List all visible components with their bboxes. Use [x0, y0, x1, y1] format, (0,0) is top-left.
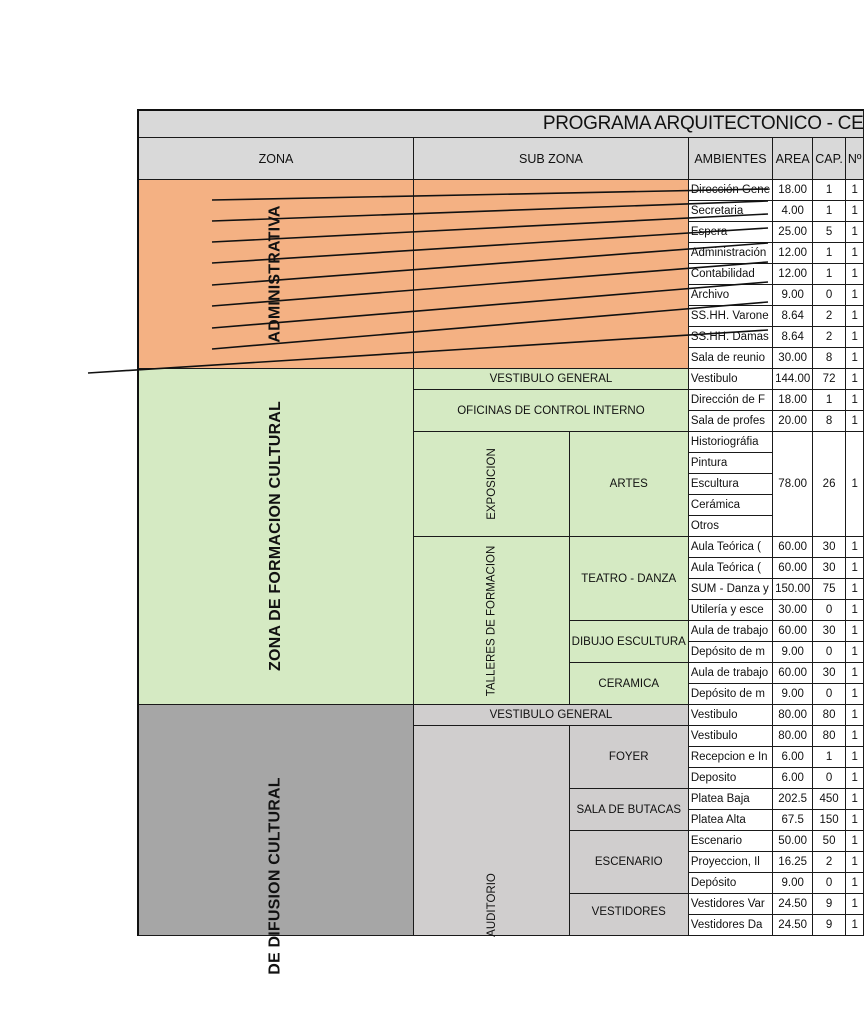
num-cell: 1 — [845, 306, 864, 327]
num-cell: 1 — [845, 285, 864, 306]
cap-cell: 5 — [813, 222, 846, 243]
num-cell: 1 — [845, 642, 864, 663]
subzone-artes: ARTES — [569, 432, 688, 537]
ambiente-cell: Vestibulo — [688, 705, 772, 726]
cap-cell: 0 — [813, 642, 846, 663]
num-cell: 1 — [845, 558, 864, 579]
ambiente-cell: Aula de trabajo — [688, 663, 772, 684]
ambiente-cell: Archivo — [688, 285, 772, 306]
ambiente-cell: Deposito — [688, 768, 772, 789]
cap-cell: 8 — [813, 411, 846, 432]
subzone-ceramica: CERAMICA — [569, 663, 688, 705]
num-cell: 1 — [845, 432, 864, 537]
area-cell: 9.00 — [773, 873, 813, 894]
ambiente-cell: Vestidores Var — [688, 894, 772, 915]
num-cell: 1 — [845, 621, 864, 642]
ambiente-cell: Aula Teórica ( — [688, 558, 772, 579]
num-cell: 1 — [845, 201, 864, 222]
subzone-dibujo-escultura: DIBUJO ESCULTURA — [569, 621, 688, 663]
header-cap: CAP. — [813, 138, 846, 180]
subzone-escenario: ESCENARIO — [569, 831, 688, 894]
ambiente-cell: Vestibulo — [688, 726, 772, 747]
num-cell: 1 — [845, 768, 864, 789]
num-cell: 1 — [845, 915, 864, 936]
num-cell: 1 — [845, 831, 864, 852]
area-cell: 60.00 — [773, 537, 813, 558]
ambiente-cell: Depósito de m — [688, 642, 772, 663]
cap-cell: 26 — [813, 432, 846, 537]
ambiente-cell: Recepcion e In — [688, 747, 772, 768]
num-cell: 1 — [845, 600, 864, 621]
ambiente-cell: Espera — [688, 222, 772, 243]
title-row — [138, 110, 864, 138]
header-zona: ZONA — [138, 138, 414, 180]
cap-cell: 30 — [813, 663, 846, 684]
num-cell: 1 — [845, 747, 864, 768]
ambiente-cell: Pintura — [688, 453, 772, 474]
area-cell: 150.00 — [773, 579, 813, 600]
cap-cell: 1 — [813, 747, 846, 768]
area-cell: 80.00 — [773, 705, 813, 726]
num-cell: 1 — [845, 264, 864, 285]
area-cell: 16.25 — [773, 852, 813, 873]
num-cell: 1 — [845, 705, 864, 726]
num-cell: 1 — [845, 726, 864, 747]
num-cell: 1 — [845, 243, 864, 264]
cap-cell: 1 — [813, 201, 846, 222]
zone-cell-formacion — [138, 369, 414, 705]
program-table — [137, 109, 864, 975]
header-ambientes: AMBIENTES — [688, 138, 772, 180]
ambiente-cell: Dirección de F — [688, 390, 772, 411]
cap-cell: 50 — [813, 831, 846, 852]
area-cell: 12.00 — [773, 243, 813, 264]
num-cell: 1 — [845, 873, 864, 894]
area-cell: 6.00 — [773, 768, 813, 789]
program-sheet — [137, 109, 864, 975]
table-row — [138, 180, 864, 201]
cap-cell: 2 — [813, 306, 846, 327]
zone-label-admin: ADMINISTRATIVA — [267, 204, 285, 343]
cap-cell: 0 — [813, 684, 846, 705]
ambiente-cell: Escultura — [688, 474, 772, 495]
cap-cell: 2 — [813, 327, 846, 348]
header-sub-zona: SUB ZONA — [414, 138, 689, 180]
subzone-exposicion — [414, 432, 570, 537]
cap-cell: 1 — [813, 264, 846, 285]
zone-label-formacion: ZONA DE FORMACION CULTURAL — [267, 400, 285, 672]
area-cell: 78.00 — [773, 432, 813, 537]
ambiente-cell: Vestibulo — [688, 369, 772, 390]
header-num: Nº — [845, 138, 864, 180]
area-cell: 9.00 — [773, 642, 813, 663]
area-cell: 8.64 — [773, 306, 813, 327]
ambiente-cell: Depósito — [688, 873, 772, 894]
num-cell: 1 — [845, 789, 864, 810]
num-cell: 1 — [845, 327, 864, 348]
area-cell: 18.00 — [773, 390, 813, 411]
subzone-cell-admin — [414, 180, 689, 369]
num-cell: 1 — [845, 222, 864, 243]
area-cell: 60.00 — [773, 663, 813, 684]
ambiente-cell: Historiográfia — [688, 432, 772, 453]
cap-cell: 1 — [813, 243, 846, 264]
area-cell: 20.00 — [773, 411, 813, 432]
num-cell: 1 — [845, 684, 864, 705]
cap-cell: 30 — [813, 558, 846, 579]
subzone-vestidores: VESTIDORES — [569, 894, 688, 936]
ambiente-cell: Platea Alta — [688, 810, 772, 831]
area-cell: 25.00 — [773, 222, 813, 243]
ambiente-cell: Vestidores Da — [688, 915, 772, 936]
area-cell: 202.5 — [773, 789, 813, 810]
ambiente-cell: Cerámica — [688, 495, 772, 516]
zone-cell-admin — [138, 180, 414, 369]
ambiente-cell: Contabilidad — [688, 264, 772, 285]
table-title: PROGRAMA ARQUITECTONICO - CE — [138, 110, 864, 138]
table-row — [138, 369, 864, 390]
cap-cell: 75 — [813, 579, 846, 600]
header-area: AREA — [773, 138, 813, 180]
ambiente-cell: Dirección Gene — [688, 180, 772, 201]
area-cell: 24.50 — [773, 915, 813, 936]
header-row — [138, 138, 864, 180]
area-cell: 67.5 — [773, 810, 813, 831]
subzone-talleres — [414, 537, 570, 705]
ambiente-cell: Platea Baja — [688, 789, 772, 810]
cap-cell: 30 — [813, 621, 846, 642]
ambiente-cell: Aula Teórica ( — [688, 537, 772, 558]
cap-cell: 80 — [813, 726, 846, 747]
ambiente-cell: Otros — [688, 516, 772, 537]
ambiente-cell: Aula de trabajo — [688, 621, 772, 642]
ambiente-cell: Sala de profes — [688, 411, 772, 432]
num-cell: 1 — [845, 537, 864, 558]
area-cell: 8.64 — [773, 327, 813, 348]
area-cell: 24.50 — [773, 894, 813, 915]
cap-cell: 150 — [813, 810, 846, 831]
zone-cell-difusion — [138, 705, 414, 975]
table-row — [138, 705, 864, 726]
cap-cell: 8 — [813, 348, 846, 369]
ambiente-cell: SS.HH. Damas — [688, 327, 772, 348]
zone-label-difusion: DE DIFUSION CULTURAL — [267, 777, 285, 975]
area-cell: 30.00 — [773, 600, 813, 621]
cap-cell: 30 — [813, 537, 846, 558]
ambiente-cell: SUM - Danza y — [688, 579, 772, 600]
ambiente-cell: Administración — [688, 243, 772, 264]
area-cell: 9.00 — [773, 285, 813, 306]
area-cell: 4.00 — [773, 201, 813, 222]
num-cell: 1 — [845, 663, 864, 684]
subzone-teatro-danza: TEATRO - DANZA — [569, 537, 688, 621]
area-cell: 50.00 — [773, 831, 813, 852]
area-cell: 60.00 — [773, 621, 813, 642]
area-cell: 9.00 — [773, 684, 813, 705]
ambiente-cell: Sala de reunio — [688, 348, 772, 369]
num-cell: 1 — [845, 810, 864, 831]
cap-cell: 450 — [813, 789, 846, 810]
cap-cell: 0 — [813, 285, 846, 306]
num-cell: 1 — [845, 348, 864, 369]
cap-cell: 80 — [813, 705, 846, 726]
cap-cell: 0 — [813, 768, 846, 789]
subzone-vestibulo-general: VESTIBULO GENERAL — [414, 369, 689, 390]
ambiente-cell: Proyeccion, Il — [688, 852, 772, 873]
subzone-label-auditorio: AUDITORIO — [485, 873, 498, 937]
ambiente-cell: Utilería y esce — [688, 600, 772, 621]
num-cell: 1 — [845, 852, 864, 873]
ambiente-cell: Depósito de m — [688, 684, 772, 705]
num-cell: 1 — [845, 894, 864, 915]
cap-cell: 0 — [813, 873, 846, 894]
subzone-vestibulo-general-2: VESTIBULO GENERAL — [414, 705, 689, 726]
cap-cell: 1 — [813, 390, 846, 411]
subzone-sala-butacas: SALA DE BUTACAS — [569, 789, 688, 831]
num-cell: 1 — [845, 180, 864, 201]
area-cell: 12.00 — [773, 264, 813, 285]
cap-cell: 72 — [813, 369, 846, 390]
num-cell: 1 — [845, 579, 864, 600]
subzone-auditorio — [414, 726, 570, 936]
subzone-foyer: FOYER — [569, 726, 688, 789]
num-cell: 1 — [845, 390, 864, 411]
area-cell: 6.00 — [773, 747, 813, 768]
cap-cell: 9 — [813, 894, 846, 915]
num-cell: 1 — [845, 411, 864, 432]
subzone-oficinas-control: OFICINAS DE CONTROL INTERNO — [414, 390, 689, 432]
area-cell: 60.00 — [773, 558, 813, 579]
ambiente-cell: Escenario — [688, 831, 772, 852]
ambiente-cell: Secretaria — [688, 201, 772, 222]
subzone-label-exposicion: EXPOSICION — [485, 448, 498, 520]
cap-cell: 1 — [813, 180, 846, 201]
subzone-label-talleres: TALLERES DE FORMACION — [485, 545, 498, 696]
area-cell: 30.00 — [773, 348, 813, 369]
cap-cell: 0 — [813, 600, 846, 621]
cap-cell: 2 — [813, 852, 846, 873]
area-cell: 18.00 — [773, 180, 813, 201]
num-cell: 1 — [845, 369, 864, 390]
area-cell: 144.00 — [773, 369, 813, 390]
area-cell: 80.00 — [773, 726, 813, 747]
ambiente-cell: SS.HH. Varone — [688, 306, 772, 327]
cap-cell: 9 — [813, 915, 846, 936]
